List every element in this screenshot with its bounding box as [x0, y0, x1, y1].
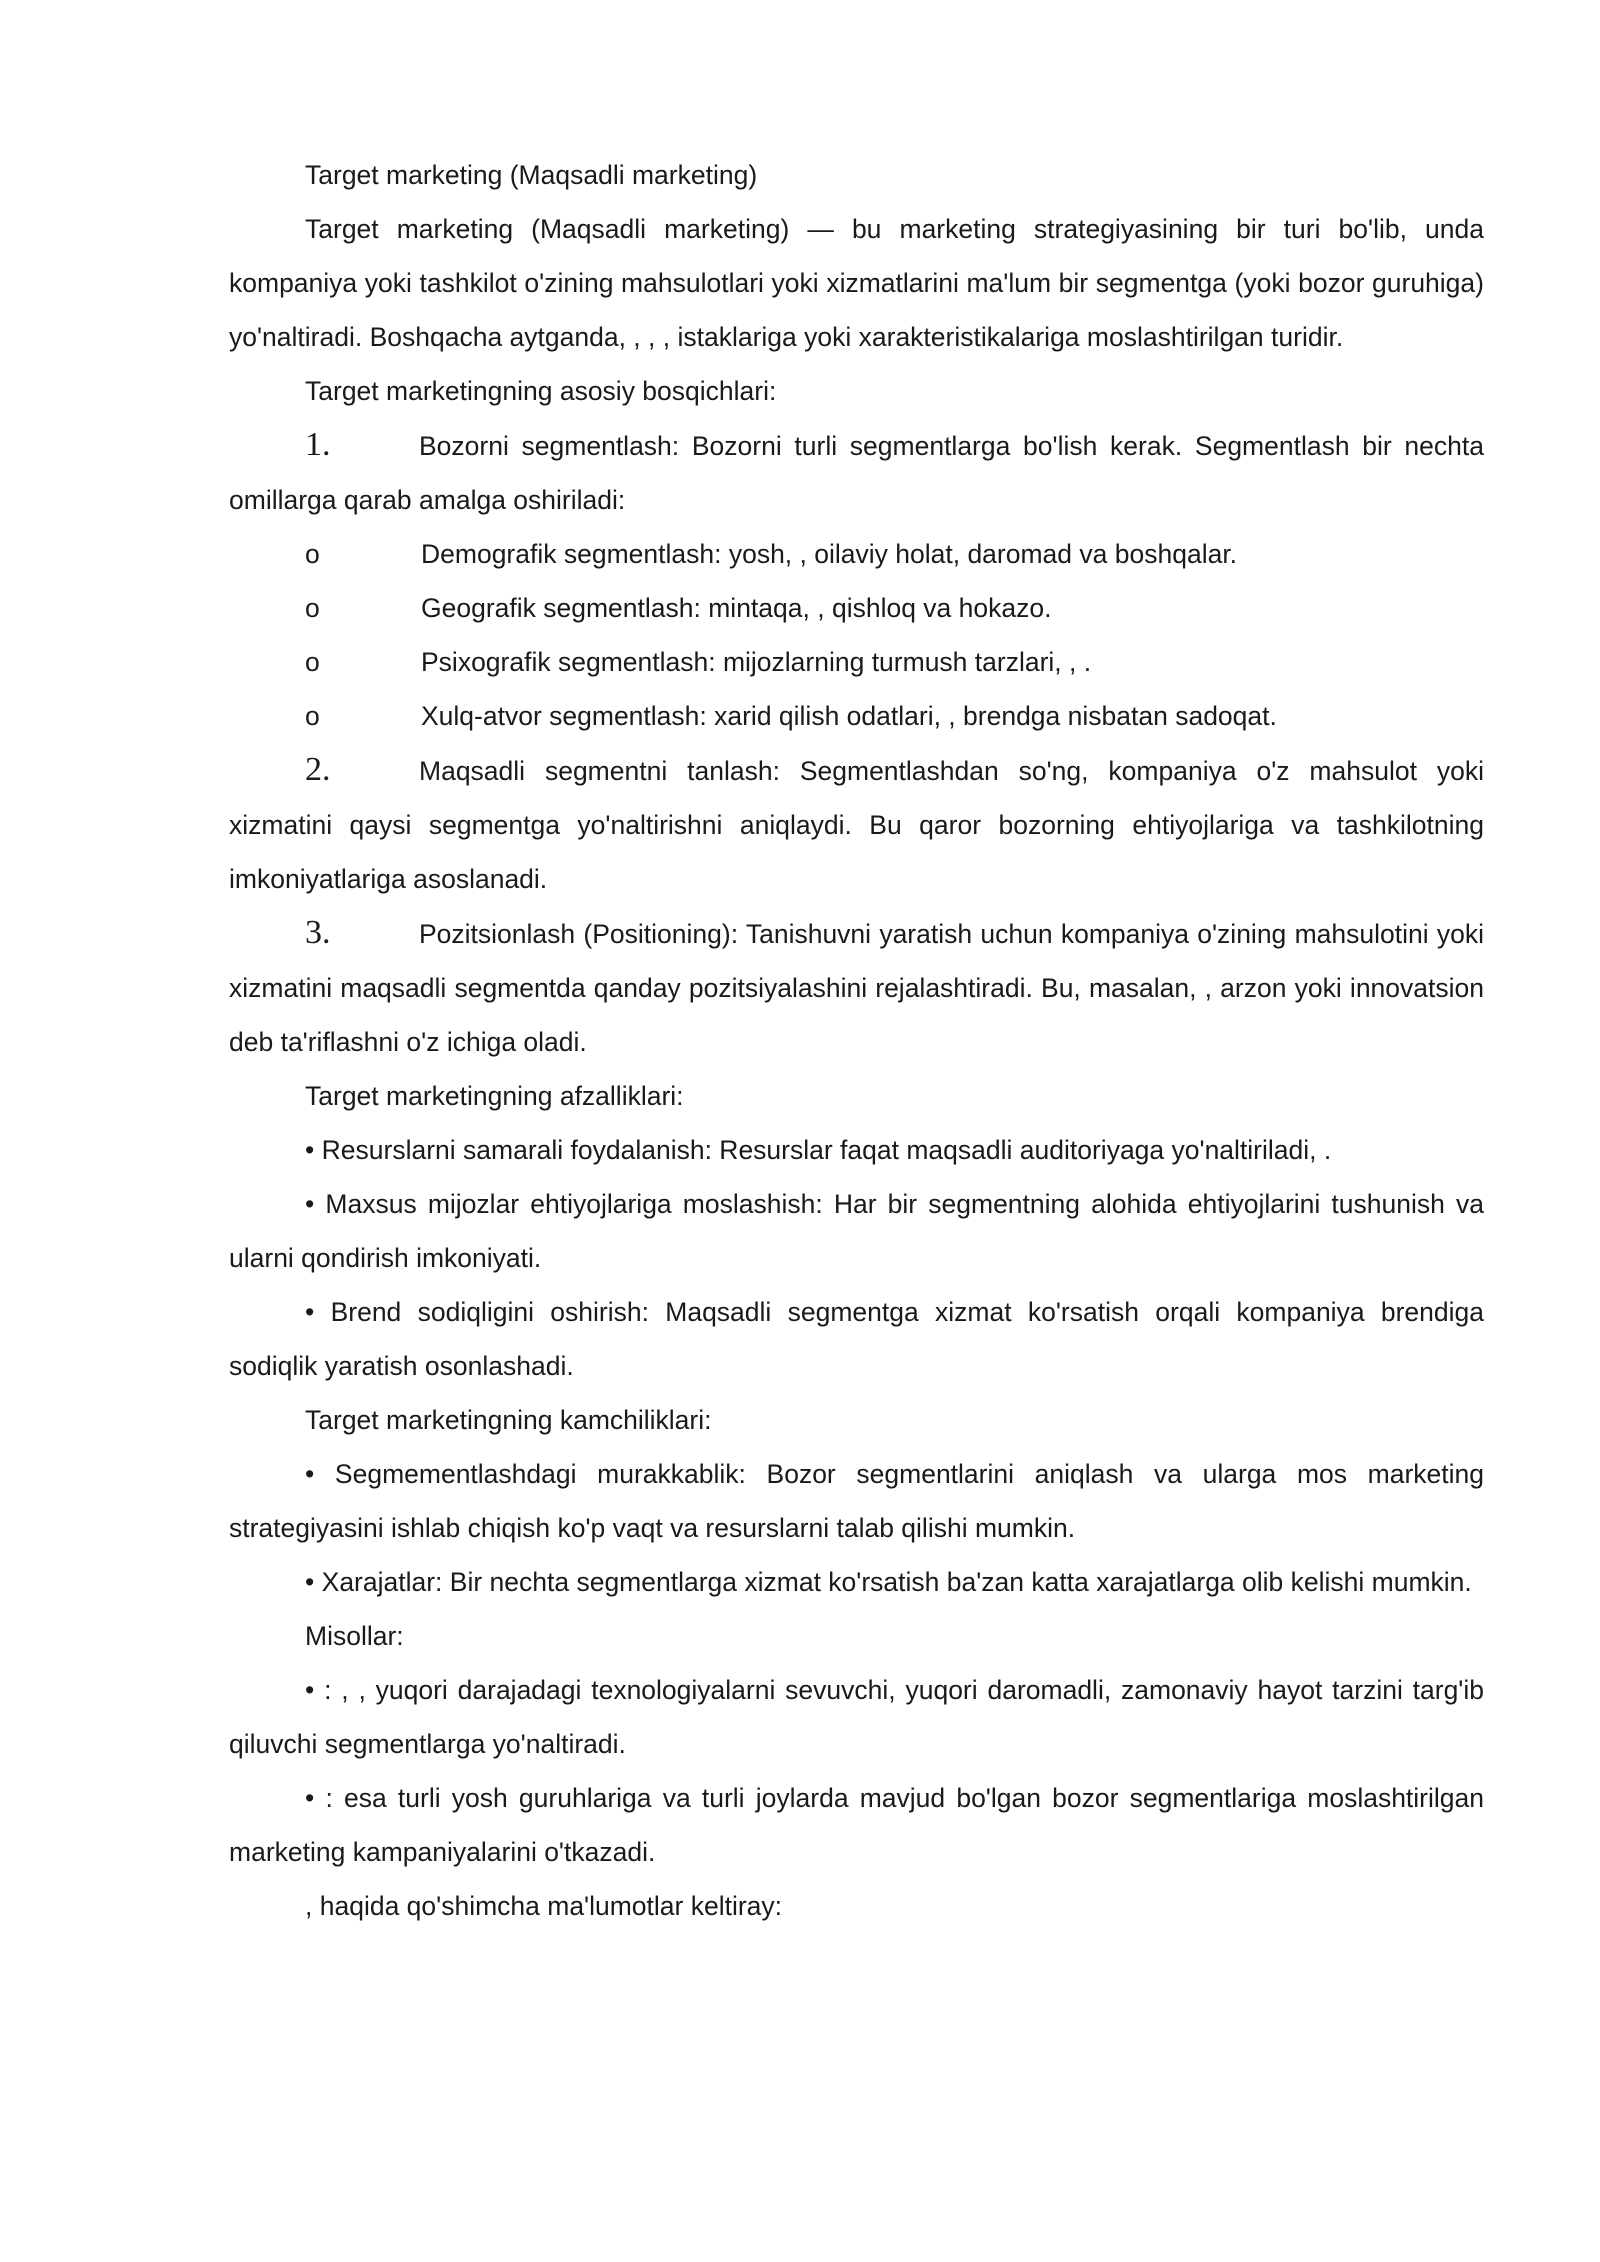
step-3-number: 3.: [305, 914, 331, 951]
sub-item-marker: o: [305, 647, 320, 677]
step-1: [229, 418, 1484, 527]
advantage-item: • Brend sodiqligini oshirish: Maqsadli segmentga xizmat ko'rsatish orqali kompaniya brendiga sodiqlik yaratish osonlashadi.: [229, 1297, 1484, 1381]
sub-item-text: Geografik segmentlash: mintaqa, , qishloq va hokazo.: [421, 593, 1052, 623]
step-1-text: Bozorni segmentlash: Bozorni turli segmentlarga bo'lish kerak. Segmentlash bir nechta omillarga qarab amalga oshiriladi:: [229, 431, 1484, 515]
step-3-text: Pozitsionlash (Positioning): Tanishuvni yaratish uchun kompaniya o'zining mahsulotini yoki xizmatini maqsadli segmentda qanday pozitsiyalashini rejalashtiradi. Bu, masalan, , arzon yoki innovatsion deb ta'riflashni o'z ichiga oladi.: [229, 919, 1484, 1057]
step-2-number: 2.: [305, 751, 331, 788]
step-3: [229, 906, 1484, 1069]
sub-item-psychographic: [229, 635, 1484, 689]
sub-item-text: Xulq-atvor segmentlash: xarid qilish odatlari, , brendga nisbatan sadoqat.: [421, 701, 1277, 731]
sub-item-demographic: [229, 527, 1484, 581]
sub-item-text: Demografik segmentlash: yosh, , oilaviy holat, daromad va boshqalar.: [421, 539, 1238, 569]
stages-heading: Target marketingning asosiy bosqichlari:: [305, 376, 777, 406]
sub-item-marker: o: [305, 539, 320, 569]
example-item: • : esa turli yosh guruhlariga va turli joylarda mavjud bo'lgan bozor segmentlariga moslashtirilgan marketing kampaniyalarini o'tkazadi.: [229, 1783, 1484, 1867]
step-2: [229, 743, 1484, 906]
advantages-heading: Target marketingning afzalliklari:: [305, 1081, 684, 1111]
sub-item-behavioral: [229, 689, 1484, 743]
intro-paragraph: Target marketing (Maqsadli marketing) — bu marketing strategiyasining bir turi bo'lib, unda kompaniya yoki tashkilot o'zining mahsulotlari yoki xizmatlarini ma'lum bir segmentga (yoki bozor guruhiga) yo'naltiradi. Boshqacha aytganda, , , , istaklariga yoki xarakteristikalariga moslashtirilgan turidir.: [229, 214, 1484, 352]
sub-item-marker: o: [305, 701, 320, 731]
sub-item-geographic: [229, 581, 1484, 635]
closing-line: , haqida qo'shimcha ma'lumotlar keltiray:: [305, 1891, 783, 1921]
examples-heading: Misollar:: [305, 1621, 404, 1651]
advantage-item: • Resurslarni samarali foydalanish: Resurslar faqat maqsadli auditoriyaga yo'naltiriladi, .: [305, 1135, 1332, 1165]
document-page: [229, 148, 1484, 1933]
advantage-item: • Maxsus mijozlar ehtiyojlariga moslashish: Har bir segmentning alohida ehtiyojlarini tushunish va ularni qondirish imkoniyati.: [229, 1189, 1484, 1273]
step-2-text: Maqsadli segmentni tanlash: Segmentlashdan so'ng, kompaniya o'z mahsulot yoki xizmatini qaysi segmentga yo'naltirishni aniqlaydi. Bu qaror bozorning ehtiyojlariga va tashkilotning imkoniyatlariga asoslanadi.: [229, 756, 1484, 894]
document-title: Target marketing (Maqsadli marketing): [305, 160, 758, 190]
example-item: • : , , yuqori darajadagi texnologiyalarni sevuvchi, yuqori daromadli, zamonaviy hayot tarzini targ'ib qiluvchi segmentlarga yo'naltiradi.: [229, 1675, 1484, 1759]
disadvantage-item: • Segmementlashdagi murakkablik: Bozor segmentlarini aniqlash va ularga mos marketing strategiyasini ishlab chiqish ko'p vaqt va resurslarni talab qilishi mumkin.: [229, 1459, 1484, 1543]
sub-item-text: Psixografik segmentlash: mijozlarning turmush tarzlari, , .: [421, 647, 1092, 677]
disadvantages-heading: Target marketingning kamchiliklari:: [305, 1405, 712, 1435]
step-1-number: 1.: [305, 426, 331, 463]
disadvantage-item: • Xarajatlar: Bir nechta segmentlarga xizmat ko'rsatish ba'zan katta xarajatlarga olib kelishi mumkin.: [305, 1567, 1472, 1597]
sub-item-marker: o: [305, 593, 320, 623]
